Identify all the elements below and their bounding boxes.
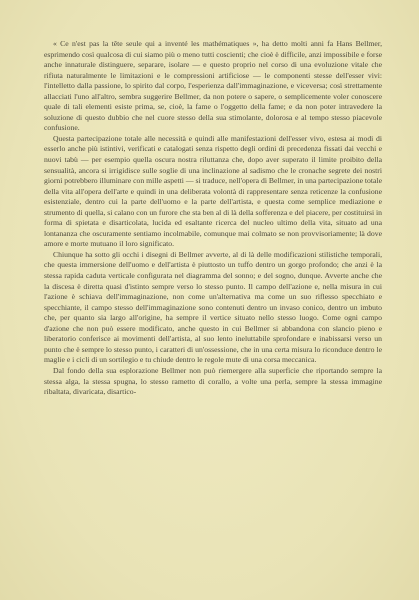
paragraph-2: Questa partecipazione totale alle necessità e quindi alle manifestazioni dell'esser vivo, estesa ai modi di esserlo anche più istintivi, verificati e catalogati senza rispetto degli ordini di precedenza fissati dai vecchi e nuovi tabù — per esempio quella oscura nostra riluttanza che, dopo aver superato il limite proibito della sensualità, ancora si irrigidisce sulle soglie di una inclinazione al sadismo che le cronache segrete dei nostri giorni potrebbero illuminare con mille aspetti — si traduce, nell'opera di Bellmer, in una partecipazione totale della vita all'opera dell'arte e quindi in una deliberata volontà di rappresentare senza reticenze la confusione esistenziale, dentro cui la parte dell'uomo e la parte dell'artista, e questa come semplice mediazione e strumento di quella, si calano con un furore che sta ben al di là della sofferenza e del piacere, per costituirsi in forma di spietata e disarticolata, lucida ed esaltante ricerca del nucleo ultimo della vita, situato ad una lontananza che oscuramente sentiamo incolmabile, comunque mai colmato se non provvisoriamente; là dove amore e morte mutuano il loro significato. [44,133,382,249]
paragraph-4: Dal fondo della sua esplorazione Bellmer non può riemergere alla superficie che riportando sempre la stessa alga, la stessa spugna, lo stesso rametto di corallo, a volte una perla, sempre la stessa immagine ribaltata, divaricata, disartico- [44,365,382,397]
paragraph-3: Chiunque ha sotto gli occhi i disegni di Bellmer avverte, al di là delle modificazioni stilistiche temporali, che questa immersione dell'uomo e dell'artista è piuttosto un tuffo dentro un gorgo profondo; che anzi è la stessa rapida caduta verticale configurata nel diagramma del sonno; e del sogno, dunque. Avverte anche che la discesa è diretta quasi d'istinto sempre verso lo stesso punto. Il campo dell'azione e, nella misura in cui l'azione è schiava dell'immaginazione, non come un'alternativa ma come un suo riflesso specchiato e specchiante, il campo stesso dell'immaginazione sono contenuti dentro un invaso conico, dentro un imbuto che, per quanto sia largo all'origine, ha sempre il vertice situato nello stesso luogo. Come ogni campo d'azione che non può essere modificato, anche questo in cui Bellmer si abbandona con slancio pieno e liberatorio conferisce ai movimenti dell'artista, al suo lento ineluttabile sprofondare e inabissarsi verso un punto che è sempre lo stesso punto, i caratteri di un'ossessione, che in una certa misura lo riconduce dentro le maglie e i cicli di un sortilegio e tu chiude dentro le regole mute di una corsa meccanica. [44,249,382,365]
body-text [44,39,382,398]
paragraph-1: « Ce n'est pas la tête seule qui a inventé les mathématiques », ha detto molti anni fa Hans Bellmer, esprimendo così qualcosa di cui siamo più o meno tutti coscienti; che cioè è difficile, anzi impossibile e forse anche innaturale distinguere, separare, isolare — e questo proprio nel corso di una evoluzione vitale che rifiuta naturalmente le limitazioni e le compressioni artificiose — le componenti stesse dell'esser vivi: l'intelletto dalla passione, lo spirito dal corpo, l'esperienza dall'immaginazione, e viceversa; così strettamente allacciati l'uno all'altro, sembra suggerire Bellmer, da non potere o sapere, o semplicemente voler conoscere quale di tali elementi esiste prima, se, cioè, la fame o l'oggetto della fame; e da non poter intravedere la soluzione di questo dubbio che nel cuore stesso della sua stimolante, dolorosa e al tempo stesso piacevole confusione. [44,39,382,133]
